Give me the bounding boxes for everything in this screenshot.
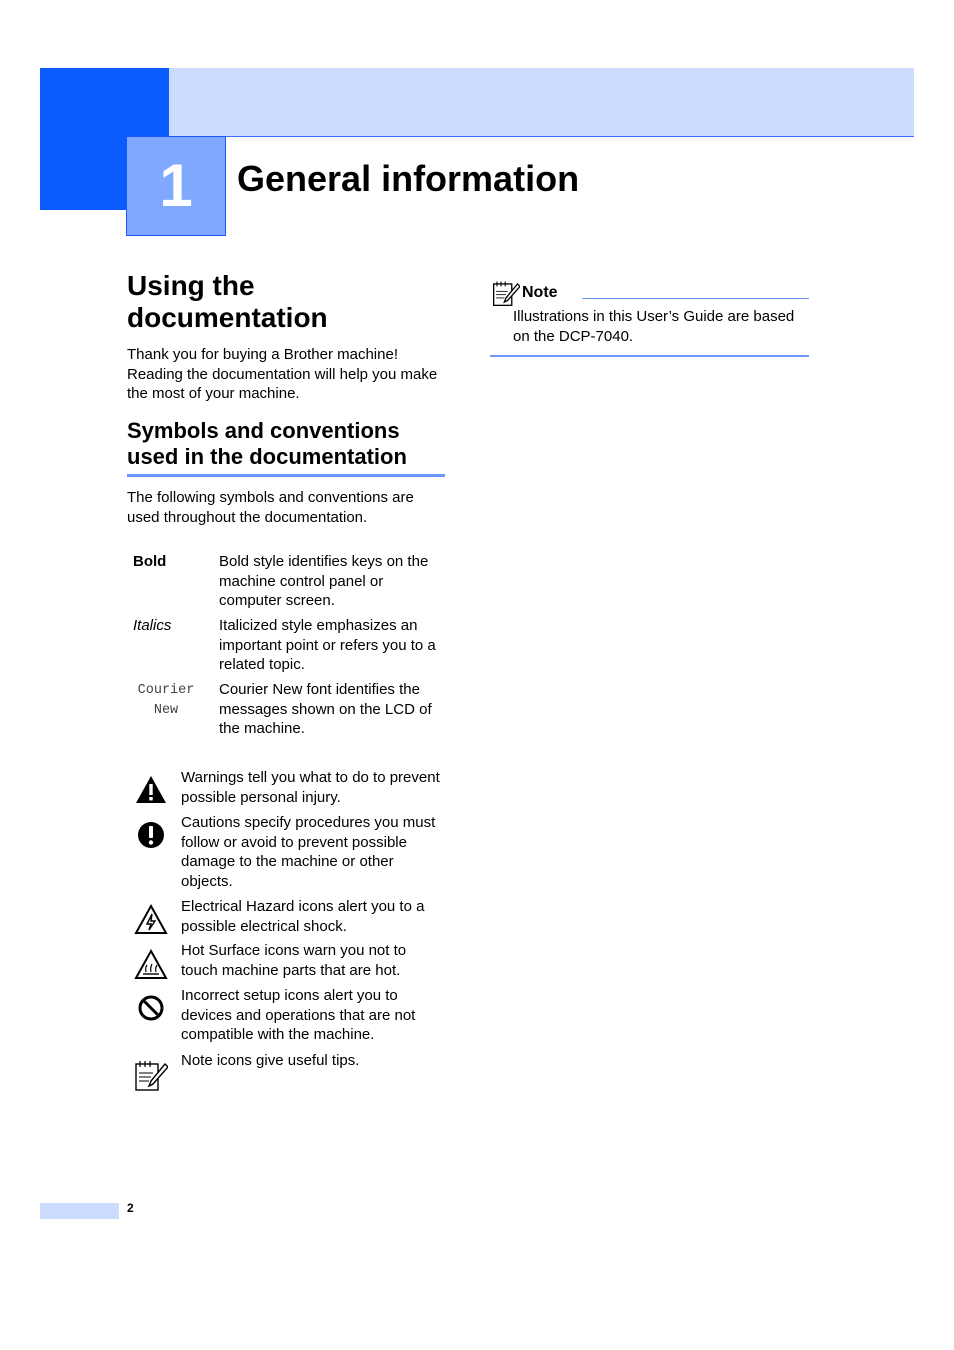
incorrect-setup-icon <box>134 991 168 1025</box>
incorrect-setup-desc: Incorrect setup icons alert you to devices and operations that are not compatible with the machine. <box>181 987 416 1043</box>
chapter-number-box <box>126 136 226 236</box>
subsection-rule <box>127 474 445 477</box>
convention-desc-bold: Bold style identifies keys on the machine control panel or computer screen. <box>219 553 429 609</box>
footer-bar <box>40 1203 119 1219</box>
electrical-hazard-desc: Electrical Hazard icons alert you to a possible electrical shock. <box>181 898 425 935</box>
note-icon-desc: Note icons give useful tips. <box>181 1052 360 1069</box>
hot-surface-desc: Hot Surface icons warn you not to touch machine parts that are hot. <box>181 942 407 979</box>
note-top-rule <box>582 298 809 299</box>
convention-desc-italics: Italicized style emphasizes an important point or refers you to a related topic. <box>219 617 436 673</box>
hot-surface-icon <box>134 948 168 982</box>
convention-desc-courier: Courier New font identifies the messages shown on the LCD of the machine. <box>219 681 432 737</box>
header-band-light <box>169 68 914 136</box>
section-title: Using the documentation <box>127 270 328 333</box>
subsection-title: Symbols and conventions used in the documentation <box>127 418 407 469</box>
note-bottom-rule <box>490 355 809 357</box>
caution-desc: Cautions specify procedures you must follow or avoid to prevent possible damage to the machine or other objects. <box>181 814 436 890</box>
chapter-title: General information <box>237 158 580 199</box>
warning-desc: Warnings tell you what to do to prevent possible personal injury. <box>181 769 440 806</box>
note-box-icon <box>492 279 520 307</box>
section-intro: Thank you for buying a Brother machine! Reading the documentation will help you make the most of your machine. <box>127 346 438 402</box>
convention-term-italics: Italics <box>133 617 172 634</box>
subsection-intro: The following symbols and conventions are used throughout the documentation. <box>127 489 414 526</box>
note-icon <box>134 1058 168 1092</box>
note-text: Illustrations in this User’s Guide are based on the DCP-7040. <box>513 308 795 345</box>
electrical-hazard-icon <box>134 903 168 937</box>
page-number: 2 <box>127 1201 134 1215</box>
warning-icon <box>134 773 168 807</box>
caution-icon <box>134 818 168 852</box>
chapter-number: 1 <box>159 152 193 219</box>
convention-term-courier: Courier New <box>137 683 195 718</box>
note-label: Note <box>522 284 558 301</box>
convention-term-bold: Bold <box>133 553 167 570</box>
header-divider <box>169 136 914 137</box>
